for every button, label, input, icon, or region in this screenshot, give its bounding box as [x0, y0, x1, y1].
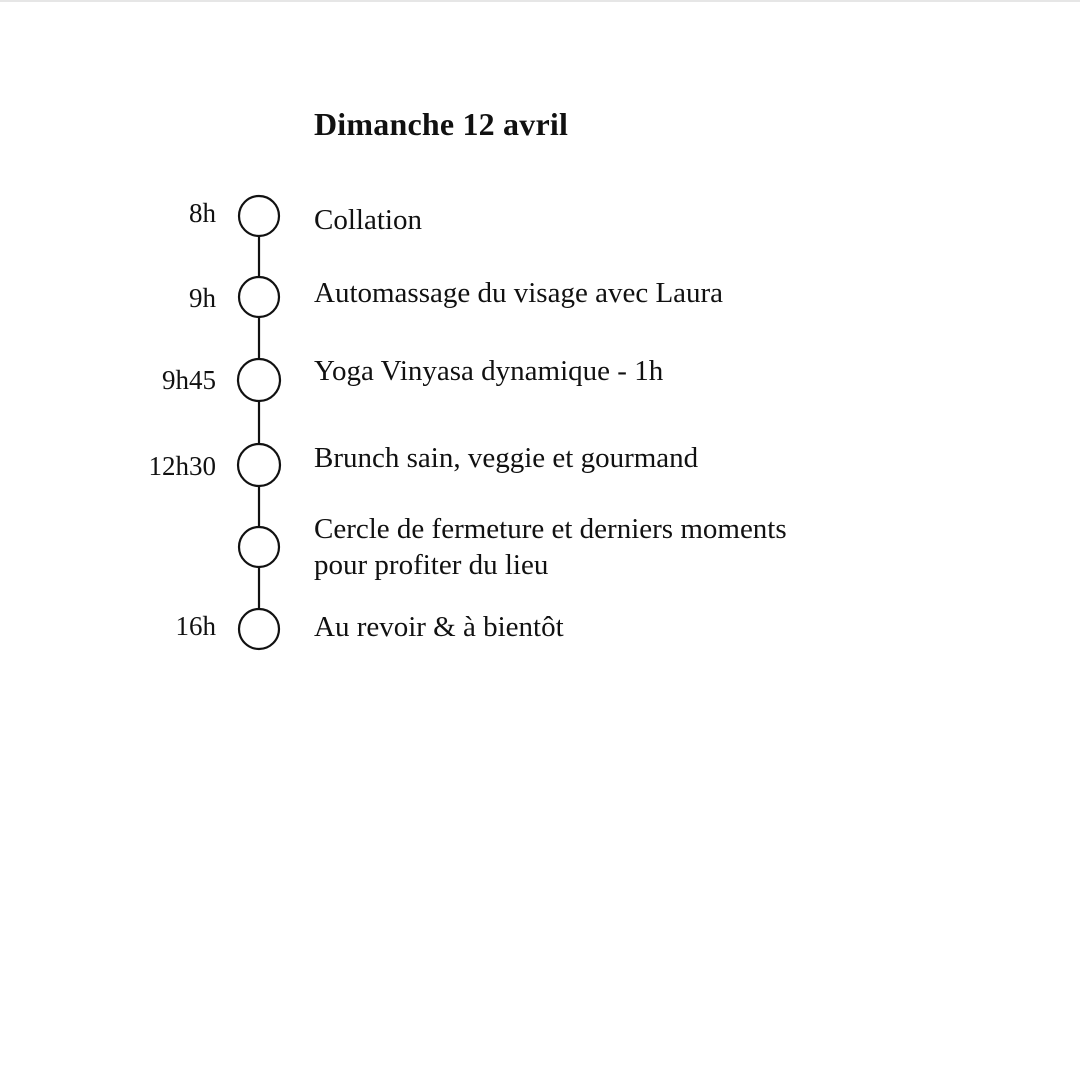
page-title: Dimanche 12 avril [314, 106, 569, 142]
timeline-node-circle [239, 609, 279, 649]
activity-label: Au revoir & à bientôt [314, 611, 564, 643]
timeline-node-circle [238, 359, 280, 401]
time-label: 8h [189, 198, 216, 228]
time-label: 9h [189, 283, 216, 313]
activity-label: Yoga Vinyasa dynamique - 1h [314, 355, 664, 387]
activity-label-line-1: Cercle de fermeture et derniers moments [314, 513, 787, 545]
activity-label: Collation [314, 204, 422, 236]
timeline-node-circle [239, 527, 279, 567]
activity-label: Brunch sain, veggie et gourmand [314, 442, 699, 474]
time-label: 16h [175, 611, 216, 641]
time-label: 12h30 [148, 451, 216, 481]
activity-label: Automassage du visage avec Laura [314, 277, 724, 309]
timeline-node-circle [239, 277, 279, 317]
timeline-node-circle [238, 444, 280, 486]
timeline-node-circle [239, 196, 279, 236]
activity-label-line-2: pour profiter du lieu [314, 549, 549, 581]
time-label: 9h45 [162, 365, 216, 395]
